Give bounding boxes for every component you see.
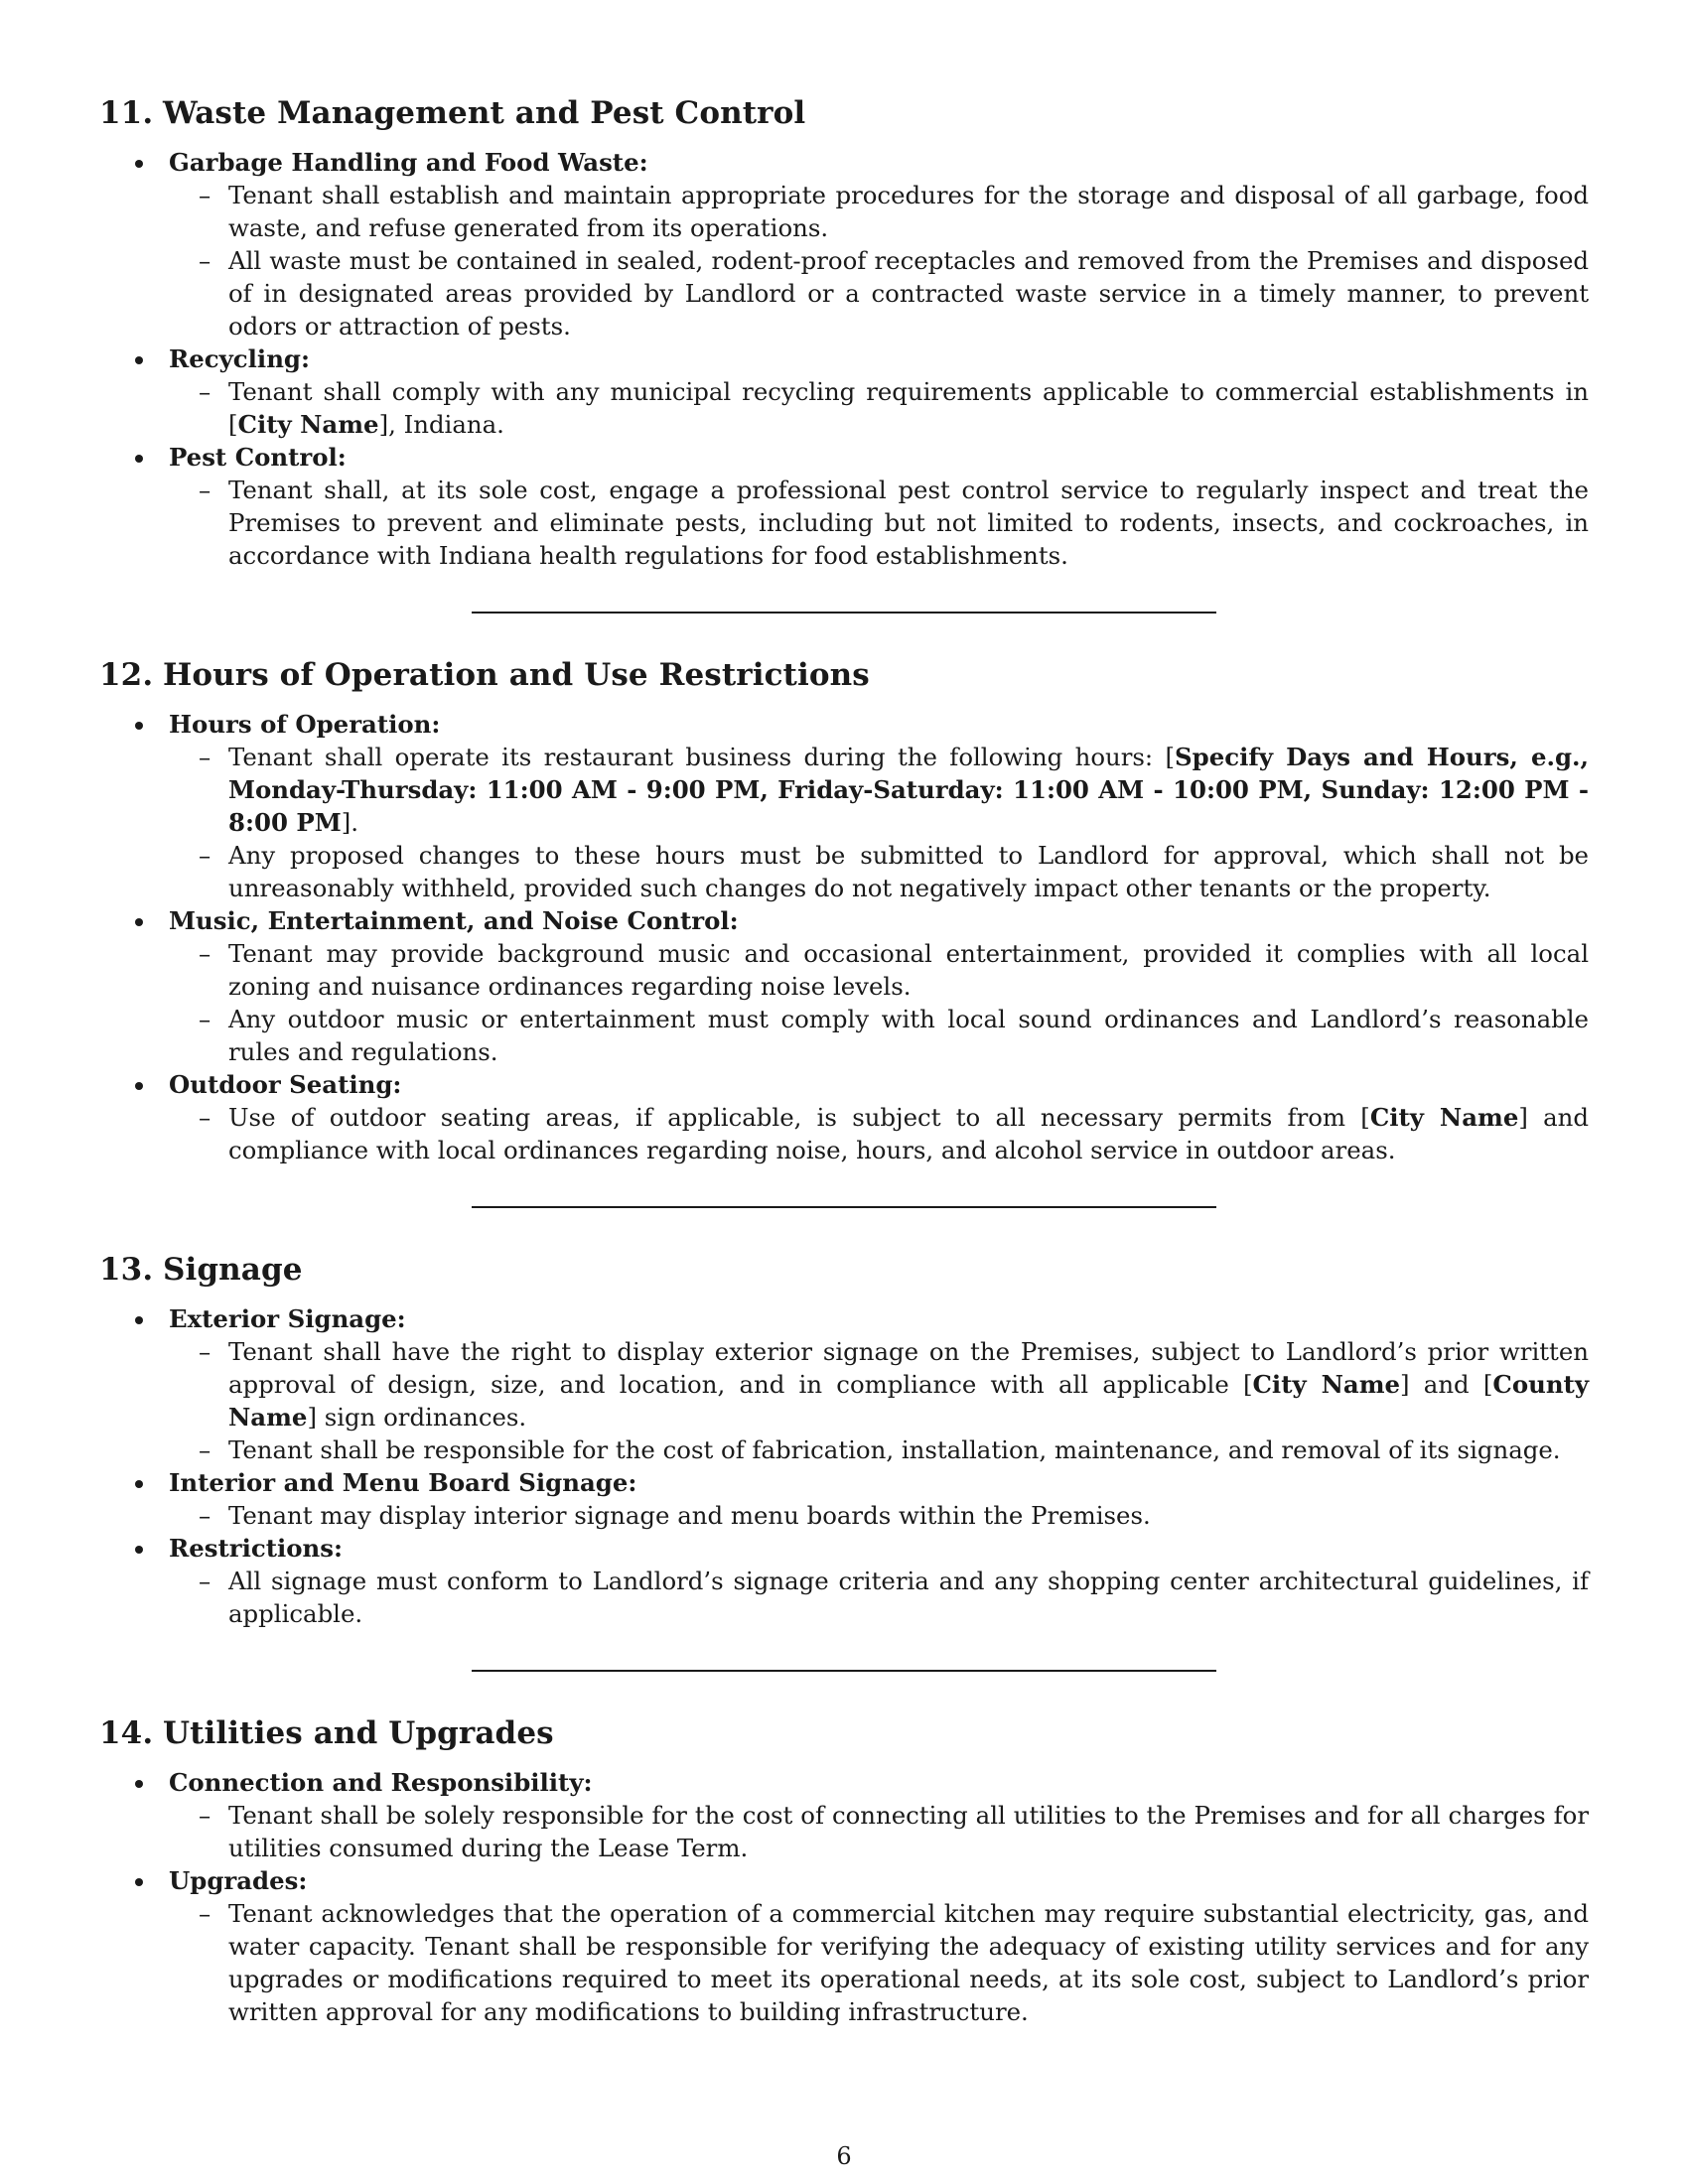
section-title: Hours of Operation and Use Restrictions bbox=[163, 657, 870, 693]
placeholder-text: City Name bbox=[1252, 1370, 1401, 1399]
section-gap bbox=[99, 1208, 1589, 1250]
list-item bbox=[99, 441, 1589, 474]
section-body bbox=[99, 1302, 1589, 1630]
sub-item bbox=[99, 1499, 1589, 1532]
section-heading bbox=[99, 93, 1589, 133]
section-13 bbox=[99, 1250, 1589, 1713]
bullet-icon bbox=[135, 1480, 143, 1488]
dash-icon: – bbox=[199, 1005, 211, 1033]
body-text: All signage must conform to Landlord’s signage criteria and any shopping center architectural guidelines, if applicable. bbox=[228, 1567, 1589, 1628]
list-item bbox=[99, 1466, 1589, 1499]
dash-icon: – bbox=[199, 1501, 211, 1530]
sub-item bbox=[99, 244, 1589, 342]
section-body bbox=[99, 1766, 1589, 2028]
bullet-icon bbox=[135, 1780, 143, 1788]
section-12 bbox=[99, 655, 1589, 1250]
section-number: 12. bbox=[99, 657, 154, 693]
sub-item bbox=[99, 1003, 1589, 1068]
section-title: Waste Management and Pest Control bbox=[163, 95, 806, 131]
section-body bbox=[99, 146, 1589, 572]
list-item bbox=[99, 1864, 1589, 1897]
sub-item bbox=[99, 937, 1589, 1003]
document-page bbox=[99, 93, 1589, 2028]
body-text: Tenant shall be responsible for the cost of fabrication, installation, maintenance, and removal of its signage. bbox=[228, 1435, 1561, 1464]
bullet-icon bbox=[135, 356, 143, 364]
sub-item-text bbox=[228, 939, 1589, 1001]
dash-icon: – bbox=[199, 1103, 211, 1132]
sub-item bbox=[99, 839, 1589, 904]
item-heading: Music, Entertainment, and Noise Control: bbox=[169, 906, 739, 935]
sub-item-text bbox=[228, 1005, 1589, 1066]
bullet-icon bbox=[135, 455, 143, 463]
sub-item bbox=[99, 1799, 1589, 1864]
sub-item bbox=[99, 375, 1589, 441]
section-gap bbox=[99, 1672, 1589, 1713]
bullet-icon bbox=[135, 722, 143, 730]
item-heading: Outdoor Seating: bbox=[169, 1070, 402, 1099]
list-item bbox=[99, 1068, 1589, 1101]
section-title: Signage bbox=[163, 1252, 303, 1288]
sub-item bbox=[99, 474, 1589, 572]
sub-item-text bbox=[228, 377, 1589, 439]
sub-item-text bbox=[228, 1501, 1151, 1530]
body-text: ]. bbox=[341, 808, 359, 837]
list-item bbox=[99, 1532, 1589, 1565]
sub-item-text bbox=[228, 476, 1589, 570]
item-heading: Exterior Signage: bbox=[169, 1304, 406, 1333]
body-text: Tenant may display interior signage and menu boards within the Premises. bbox=[228, 1501, 1151, 1530]
dash-icon: – bbox=[199, 246, 211, 275]
section-heading bbox=[99, 1250, 1589, 1290]
body-text: Tenant shall operate its restaurant business during the following hours: [ bbox=[228, 743, 1176, 771]
dash-icon: – bbox=[199, 743, 211, 771]
sub-item-text bbox=[228, 1801, 1589, 1862]
body-text: Any outdoor music or entertainment must comply with local sound ordinances and Landlord’s reasonable rules and regulations. bbox=[228, 1005, 1589, 1066]
sub-item-text bbox=[228, 181, 1589, 242]
dash-icon: – bbox=[199, 377, 211, 406]
sub-item bbox=[99, 1565, 1589, 1630]
body-text: Tenant shall establish and maintain appropriate procedures for the storage and disposal of all garbage, food waste, and refuse generated from its operations. bbox=[228, 181, 1589, 242]
body-text: Use of outdoor seating areas, if applicable, is subject to all necessary permits from [ bbox=[228, 1103, 1370, 1132]
dash-icon: – bbox=[199, 1899, 211, 1928]
body-text: ], Indiana. bbox=[378, 410, 504, 439]
list-item bbox=[99, 904, 1589, 937]
sub-item-text bbox=[228, 1567, 1589, 1628]
body-text: Tenant acknowledges that the operation of a commercial kitchen may require substantial electricity, gas, and water capacity. Tenant shall be responsible for verifying the adequacy of existing utility services and for any upgrades or modifications required to meet its operational needs, at its sole cost, subject to Landlord’s prior written approval for any modifications to building infrastructure. bbox=[228, 1899, 1589, 2026]
list-item bbox=[99, 1302, 1589, 1335]
placeholder-text: County Name bbox=[228, 1370, 1589, 1432]
section-heading bbox=[99, 1713, 1589, 1753]
sub-item-text bbox=[228, 1435, 1561, 1464]
dash-icon: – bbox=[199, 939, 211, 968]
bullet-icon bbox=[135, 1878, 143, 1886]
body-text: Tenant shall have the right to display exterior signage on the Premises, subject to Landlord’s prior written approval of design, size, and location, and in compliance with all applicable [ bbox=[228, 1337, 1589, 1399]
section-number: 11. bbox=[99, 95, 154, 131]
sub-item-text bbox=[228, 246, 1589, 341]
bullet-icon bbox=[135, 160, 143, 168]
placeholder-text: Specify Days and Hours, e.g., Monday-Thursday: 11:00 AM - 9:00 PM, Friday-Saturday: 11:00 AM - 10:00 PM, Sunday: 12:00 PM - 8:00 PM bbox=[228, 743, 1589, 837]
body-text: Tenant may provide background music and occasional entertainment, provided it complies with all local zoning and nuisance ordinances regarding noise levels. bbox=[228, 939, 1589, 1001]
body-text: ] and [ bbox=[1400, 1370, 1493, 1399]
sub-item bbox=[99, 1335, 1589, 1433]
body-text: Tenant shall comply with any municipal recycling requirements applicable to commercial establishments in [ bbox=[228, 377, 1589, 439]
section-gap bbox=[99, 614, 1589, 655]
sub-item-text bbox=[228, 841, 1589, 902]
item-heading: Upgrades: bbox=[169, 1866, 308, 1895]
list-item bbox=[99, 146, 1589, 179]
section-title: Utilities and Upgrades bbox=[163, 1715, 554, 1751]
section-14 bbox=[99, 1713, 1589, 2028]
section-11 bbox=[99, 93, 1589, 655]
sub-item bbox=[99, 179, 1589, 244]
bullet-icon bbox=[135, 1082, 143, 1090]
body-text: Any proposed changes to these hours must be submitted to Landlord for approval, which shall not be unreasonably withheld, provided such changes do not negatively impact other tenants or the property. bbox=[228, 841, 1589, 902]
body-text: Tenant shall, at its sole cost, engage a professional pest control service to regularly inspect and treat the Premises to prevent and eliminate pests, including but not limited to rodents, insects, and cockroaches, in accordance with Indiana health regulations for food establishments. bbox=[228, 476, 1589, 570]
item-heading: Recycling: bbox=[169, 344, 310, 373]
body-text: All waste must be contained in sealed, rodent-proof receptacles and removed from the Premises and disposed of in designated areas provided by Landlord or a contracted waste service in a timely manner, to prevent odors or attraction of pests. bbox=[228, 246, 1589, 341]
sub-item-text bbox=[228, 743, 1589, 837]
bullet-icon bbox=[135, 1546, 143, 1554]
dash-icon: – bbox=[199, 1801, 211, 1830]
sub-item-text bbox=[228, 1103, 1589, 1164]
item-heading: Interior and Menu Board Signage: bbox=[169, 1468, 637, 1497]
body-text: Tenant shall be solely responsible for the cost of connecting all utilities to the Premises and for all charges for utilities consumed during the Lease Term. bbox=[228, 1801, 1589, 1862]
section-body bbox=[99, 708, 1589, 1166]
body-text: ] sign ordinances. bbox=[307, 1403, 527, 1432]
sub-item bbox=[99, 1433, 1589, 1466]
placeholder-text: City Name bbox=[1369, 1103, 1519, 1132]
sub-item bbox=[99, 1897, 1589, 2028]
section-heading bbox=[99, 655, 1589, 695]
dash-icon: – bbox=[199, 1435, 211, 1464]
dash-icon: – bbox=[199, 841, 211, 870]
sub-item-text bbox=[228, 1337, 1589, 1432]
page-number: 6 bbox=[836, 2142, 852, 2170]
sub-item bbox=[99, 741, 1589, 839]
item-heading: Pest Control: bbox=[169, 443, 347, 472]
section-number: 13. bbox=[99, 1252, 154, 1288]
list-item bbox=[99, 342, 1589, 375]
list-item bbox=[99, 1766, 1589, 1799]
dash-icon: – bbox=[199, 181, 211, 209]
list-item bbox=[99, 708, 1589, 741]
section-number: 14. bbox=[99, 1715, 154, 1751]
placeholder-text: City Name bbox=[237, 410, 379, 439]
bullet-icon bbox=[135, 1316, 143, 1324]
body-text: ] and compliance with local ordinances regarding noise, hours, and alcohol service in outdoor areas. bbox=[228, 1103, 1589, 1164]
item-heading: Hours of Operation: bbox=[169, 710, 441, 739]
dash-icon: – bbox=[199, 1337, 211, 1366]
bullet-icon bbox=[135, 918, 143, 926]
dash-icon: – bbox=[199, 1567, 211, 1595]
item-heading: Connection and Responsibility: bbox=[169, 1768, 593, 1797]
sub-item bbox=[99, 1101, 1589, 1166]
item-heading: Restrictions: bbox=[169, 1534, 344, 1563]
dash-icon: – bbox=[199, 476, 211, 504]
item-heading: Garbage Handling and Food Waste: bbox=[169, 148, 648, 177]
sub-item-text bbox=[228, 1899, 1589, 2026]
